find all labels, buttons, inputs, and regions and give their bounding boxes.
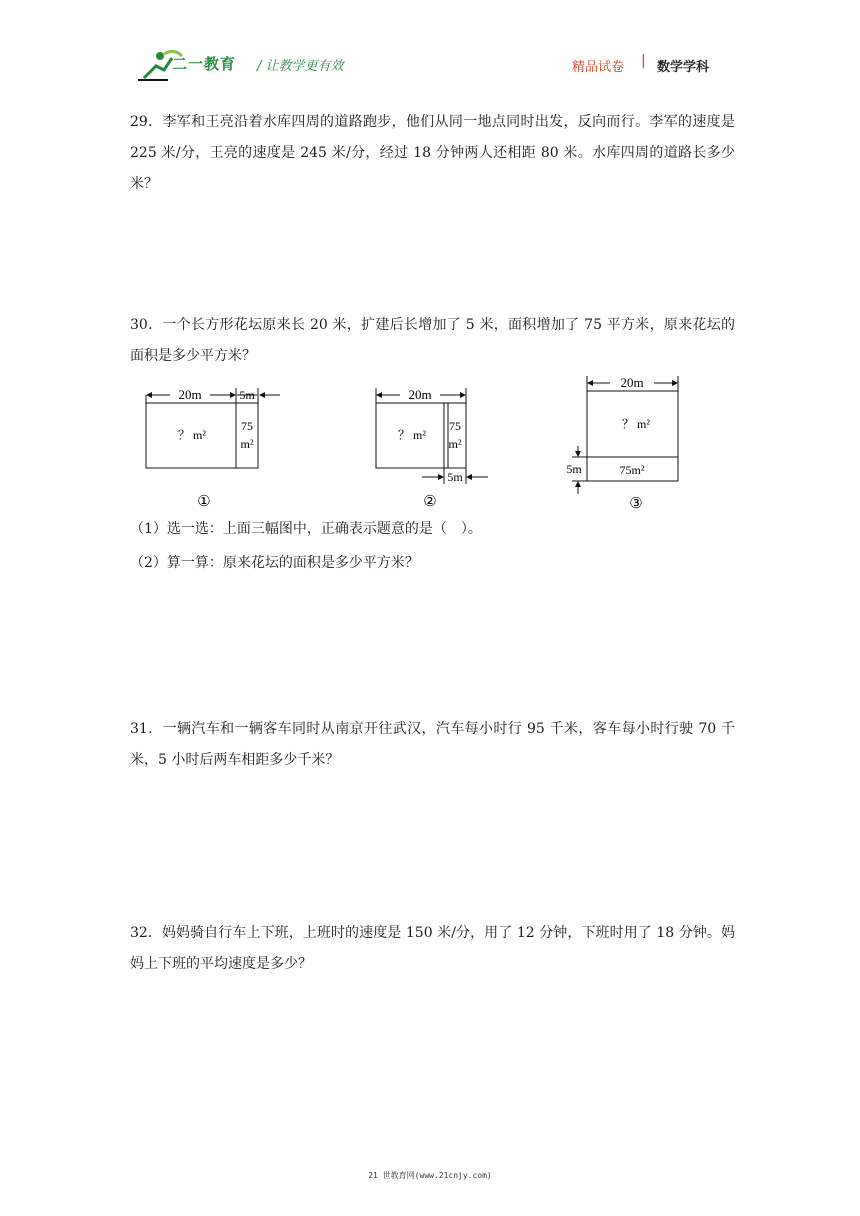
- d1-ext-area-bottom: m²: [240, 437, 254, 451]
- question-30-part-2: （2）算一算：原来花坛的面积是多少平方米？: [130, 555, 419, 571]
- question-30: 30．一个长方形花坛原来长 20 米，扩建后长增加了 5 米，面积增加了 75 平方米，原来花坛的面积是多少平方米？: [130, 317, 735, 364]
- diagram-2: [370, 382, 500, 512]
- logo-text: 二一教育: [172, 55, 237, 73]
- page-header: [0, 0, 860, 90]
- d1-ext-area-top: 75: [241, 419, 253, 433]
- question-30-part-1: （1）选一选：上面三幅图中，正确表示题意的是（ ）。: [130, 521, 482, 537]
- d1-main-area: ？ m²: [178, 428, 206, 442]
- d3-ext-area: 75m²: [619, 463, 645, 477]
- d1-top-length: 20m: [178, 387, 202, 402]
- d2-top-length: 20m: [408, 387, 432, 402]
- d2-label: ②: [423, 494, 437, 510]
- diagram-1: [140, 382, 280, 512]
- d1-ext-rect: [236, 403, 258, 468]
- question-31: 31．一辆汽车和一辆客车同时从南京开往武汉，汽车每小时行 95 千米，客车每小时行驶 70 千米，5 小时后两车相距多少千米？: [130, 721, 735, 768]
- d1-ext-length: 5m: [239, 388, 255, 402]
- d2-main-area: ？ m²: [398, 428, 426, 442]
- question-29: 29．李军和王亮沿着水库四周的道路跑步，他们从同一地点同时出发，反向而行。李军的速度是 225 米/分，王亮的速度是 245 米/分，经过 18 分钟两人还相距 80 米。水库四周的道路长多少米？: [130, 114, 735, 192]
- header-separator: |: [641, 53, 646, 69]
- d3-top-length: 20m: [620, 375, 644, 390]
- question-32: 32．妈妈骑自行车上下班，上班时的速度是 150 米/分，用了 12 分钟，下班时用了 18 分钟。妈妈上下班的平均速度是多少？: [130, 925, 735, 972]
- header-subject: 数学学科: [657, 60, 710, 75]
- d3-ext-length: 5m: [566, 462, 582, 476]
- d2-ext-area-top: 75: [449, 419, 461, 433]
- page-footer: 21 世教育网(www.21cnjy.com): [368, 1171, 492, 1180]
- diagram-3: [560, 370, 690, 512]
- header-series: 精品试卷: [572, 60, 625, 75]
- d2-ext-area-bottom: m²: [448, 437, 462, 451]
- d1-label: ①: [197, 494, 211, 510]
- d2-ext-rect: [444, 403, 466, 468]
- d3-label: ③: [629, 496, 643, 512]
- d3-main-area: ？ m²: [622, 417, 650, 431]
- header-slogan: / 让教学更有效: [257, 59, 344, 74]
- d2-ext-length: 5m: [447, 470, 463, 484]
